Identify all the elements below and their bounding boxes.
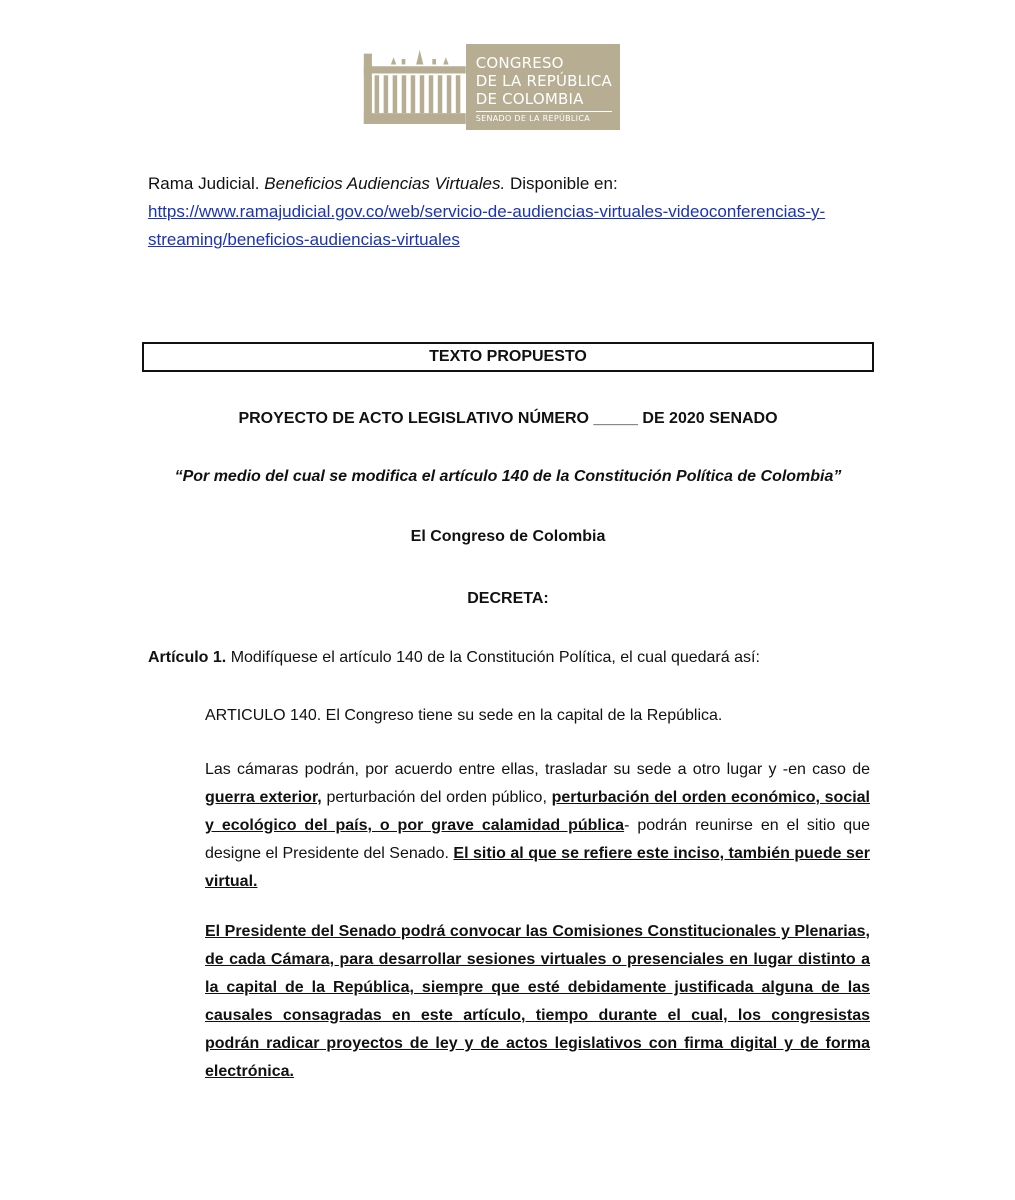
congress-logo (362, 44, 620, 130)
reference-citation (148, 170, 873, 254)
p2-dash: - (624, 817, 630, 834)
p2-text-f: podrán reunirse en el sitio que designe el Presidente del Senado. (205, 817, 870, 862)
reference-author: Rama Judicial. (148, 174, 260, 193)
logo-divider (476, 111, 612, 112)
logo-subtitle: SENADO DE LA REPÚBLICA (475, 114, 590, 123)
capitol-emblem-icon (362, 44, 466, 130)
project-subtitle: “Por medio del cual se modifica el artículo 140 de la Constitución Política de Colombia” (174, 468, 842, 485)
logo-line-1: CONGRESO (475, 54, 564, 72)
article-1 (148, 647, 873, 669)
p2-guerra-exterior: guerra exterior, (205, 789, 322, 806)
quoted-paragraph-3: El Presidente del Senado podrá convocar las Comisiones Constitucionales y Plenarias, de cada Cámara, para desarrollar sesiones virtuales o presenciales en lugar distinto a la capital de la República, siempre que esté debidamente justificada alguna de las causales consagradas en este artículo, tiempo durante el cual, los congresistas podrán radicar proyectos de ley y de actos legislativos con firma digital y de forma electrónica. (205, 923, 870, 1080)
enacting-body: El Congreso de Colombia (410, 528, 606, 545)
reference-title: Beneficios Audiencias Virtuales. (264, 174, 506, 193)
p2-virtual-site: El sitio al que se refiere este inciso, también puede ser virtual. (205, 845, 871, 890)
quoted-paragraph-1: ARTICULO 140. El Congreso tiene su sede en la capital de la República. (205, 707, 723, 724)
p2-economic-disturbance: perturbación del orden económico, social y ecológico del país, o por grave calamidad pública (205, 789, 871, 834)
reference-link[interactable]: https://www.ramajudicial.gov.co/web/servicio-de-audiencias-virtuales-videoconferencias-y-streaming/beneficios-audiencias-virtuales (148, 202, 826, 249)
logo-line-2: DE LA REPÚBLICA (475, 72, 612, 90)
decreta-heading: DECRETA: (467, 590, 549, 607)
article-1-text: Modifíquese el artículo 140 de la Constitución Política, el cual quedará así: (230, 649, 760, 666)
p2-text-c: perturbación del orden público, (326, 789, 547, 806)
section-box-title: TEXTO PROPUESTO (142, 342, 874, 372)
article-1-label: Artículo 1. (148, 649, 227, 666)
reference-available: Disponible en: (509, 174, 618, 193)
logo-line-3: DE COLOMBIA (475, 90, 584, 108)
quoted-paragraph-2 (205, 756, 870, 896)
project-title: PROYECTO DE ACTO LEGISLATIVO NÚMERO _____ DE 2020 SENADO (238, 410, 778, 427)
p2-text-a: Las cámaras podrán, por acuerdo entre ellas, trasladar su sede a otro lugar y -en caso de (205, 761, 870, 778)
logo-plate (466, 44, 620, 130)
